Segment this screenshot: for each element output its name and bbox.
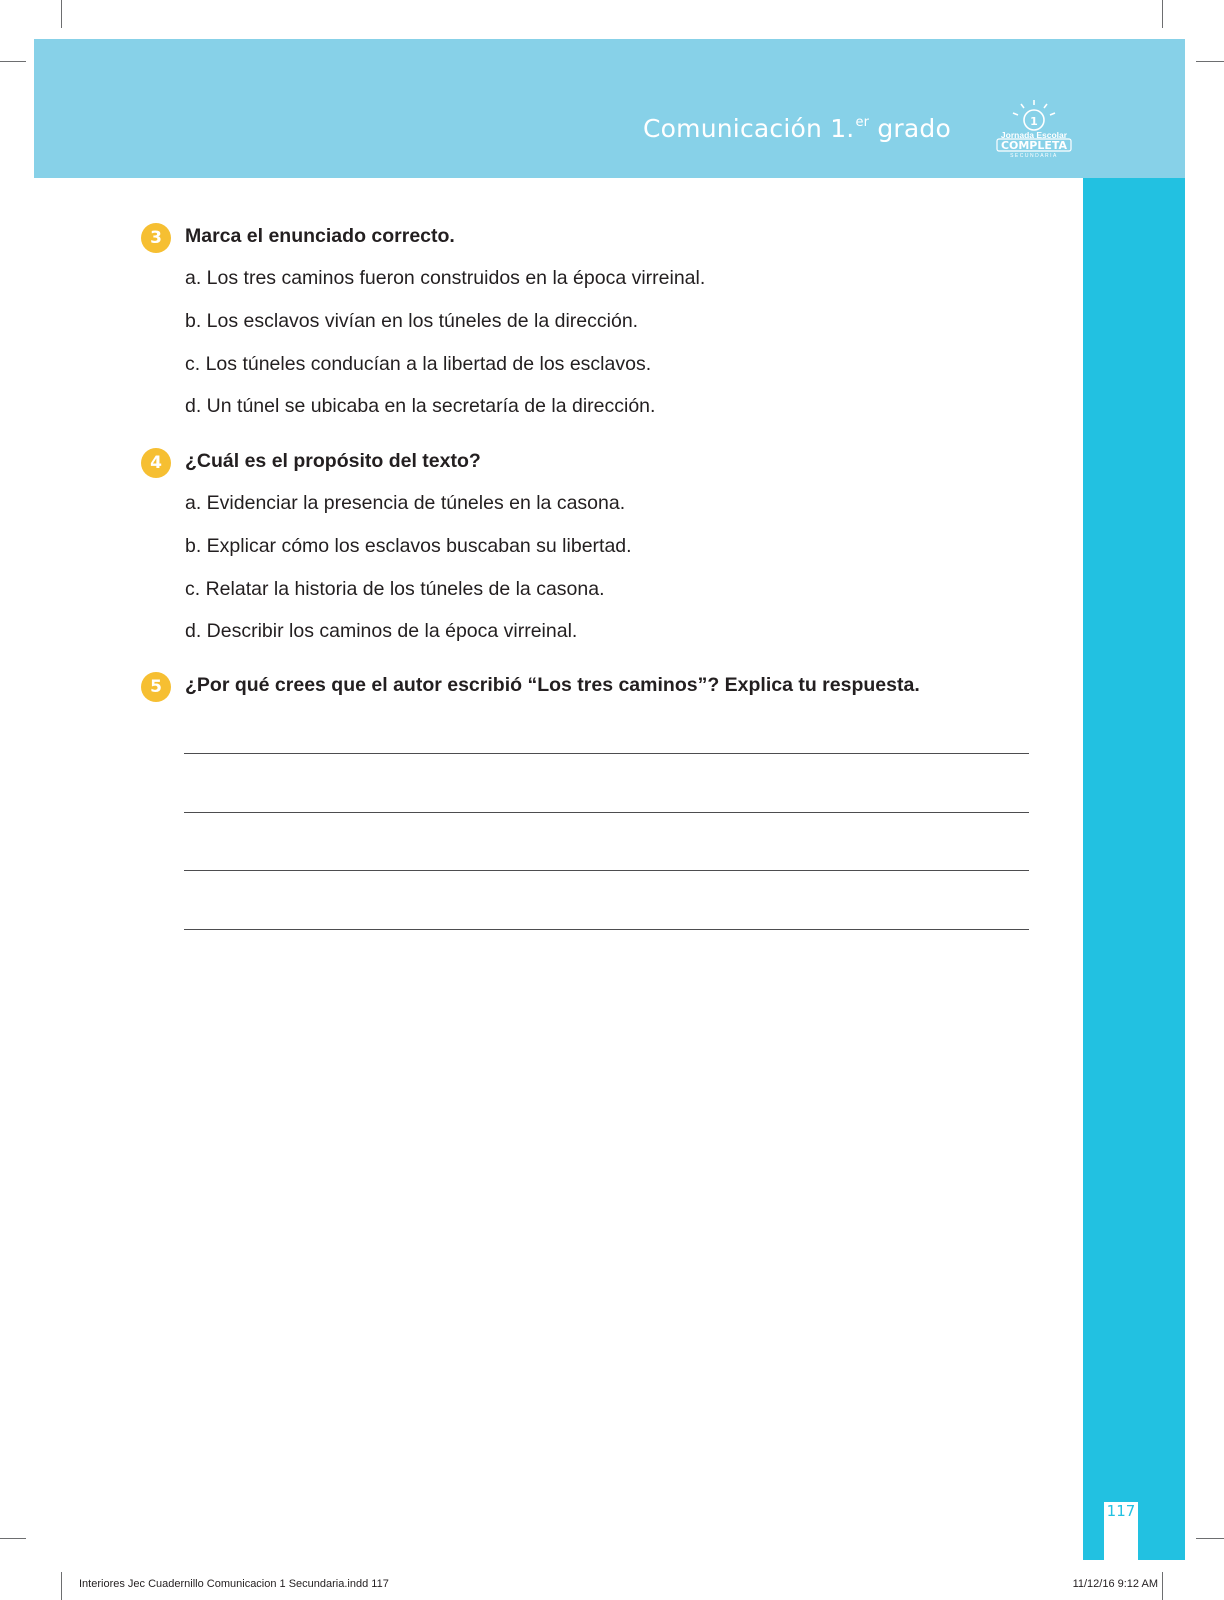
svg-text:1: 1: [1030, 115, 1038, 128]
header-superscript: er: [855, 115, 870, 130]
crop-mark: [1196, 1538, 1224, 1539]
crop-mark: [1162, 1572, 1163, 1600]
crop-mark: [61, 1572, 62, 1600]
question-title: ¿Por qué crees que el autor escribió “Los tres caminos”? Explica tu respuesta.: [185, 674, 920, 696]
answer-option[interactable]: b. Explicar cómo los esclavos buscaban su libertad.: [185, 535, 632, 557]
question-number-badge: 3: [141, 223, 171, 253]
side-color-bar: [1083, 178, 1185, 1560]
question-title: ¿Cuál es el propósito del texto?: [185, 450, 481, 472]
question-title: Marca el enunciado correcto.: [185, 225, 455, 247]
crop-mark: [0, 61, 26, 62]
answer-writing-line[interactable]: [184, 929, 1029, 930]
sun-logo-icon: [991, 98, 1077, 158]
answer-option[interactable]: d. Un túnel se ubicaba en la secretaría de la dirección.: [185, 395, 656, 417]
answer-option[interactable]: b. Los esclavos vivían en los túneles de la dirección.: [185, 310, 639, 332]
logo-line2: COMPLETA: [1000, 139, 1068, 152]
crop-mark: [1196, 61, 1224, 62]
footer-file-info: Interiores Jec Cuadernillo Comunicacion 1 Secundaria.indd 117: [79, 1578, 389, 1590]
jornada-escolar-logo: [991, 98, 1077, 158]
crop-mark: [0, 1538, 26, 1539]
answer-option[interactable]: c. Los túneles conducían a la libertad de los esclavos.: [185, 353, 652, 375]
answer-option[interactable]: a. Evidenciar la presencia de túneles en la casona.: [185, 492, 626, 514]
page-header-title: [643, 114, 951, 143]
crop-mark: [1162, 0, 1163, 28]
answer-writing-line[interactable]: [184, 753, 1029, 754]
answer-writing-line[interactable]: [184, 870, 1029, 871]
logo-line3: SECUNDARIA: [1010, 153, 1058, 158]
question-number-badge: 4: [141, 448, 171, 478]
answer-option[interactable]: c. Relatar la historia de los túneles de la casona.: [185, 578, 605, 600]
answer-option[interactable]: d. Describir los caminos de la época virreinal.: [185, 620, 578, 642]
question-number-badge: 5: [141, 672, 171, 702]
header-subject: Comunicación 1.: [643, 114, 855, 143]
header-grade-word: grado: [877, 114, 951, 143]
answer-option[interactable]: a. Los tres caminos fueron construidos en la época virreinal.: [185, 267, 706, 289]
logo-line1: Jornada Escolar: [1000, 130, 1068, 140]
answer-writing-line[interactable]: [184, 812, 1029, 813]
crop-mark: [61, 0, 62, 28]
footer-timestamp: 11/12/16 9:12 AM: [1072, 1578, 1158, 1590]
page-number: 117: [1106, 1502, 1136, 1520]
